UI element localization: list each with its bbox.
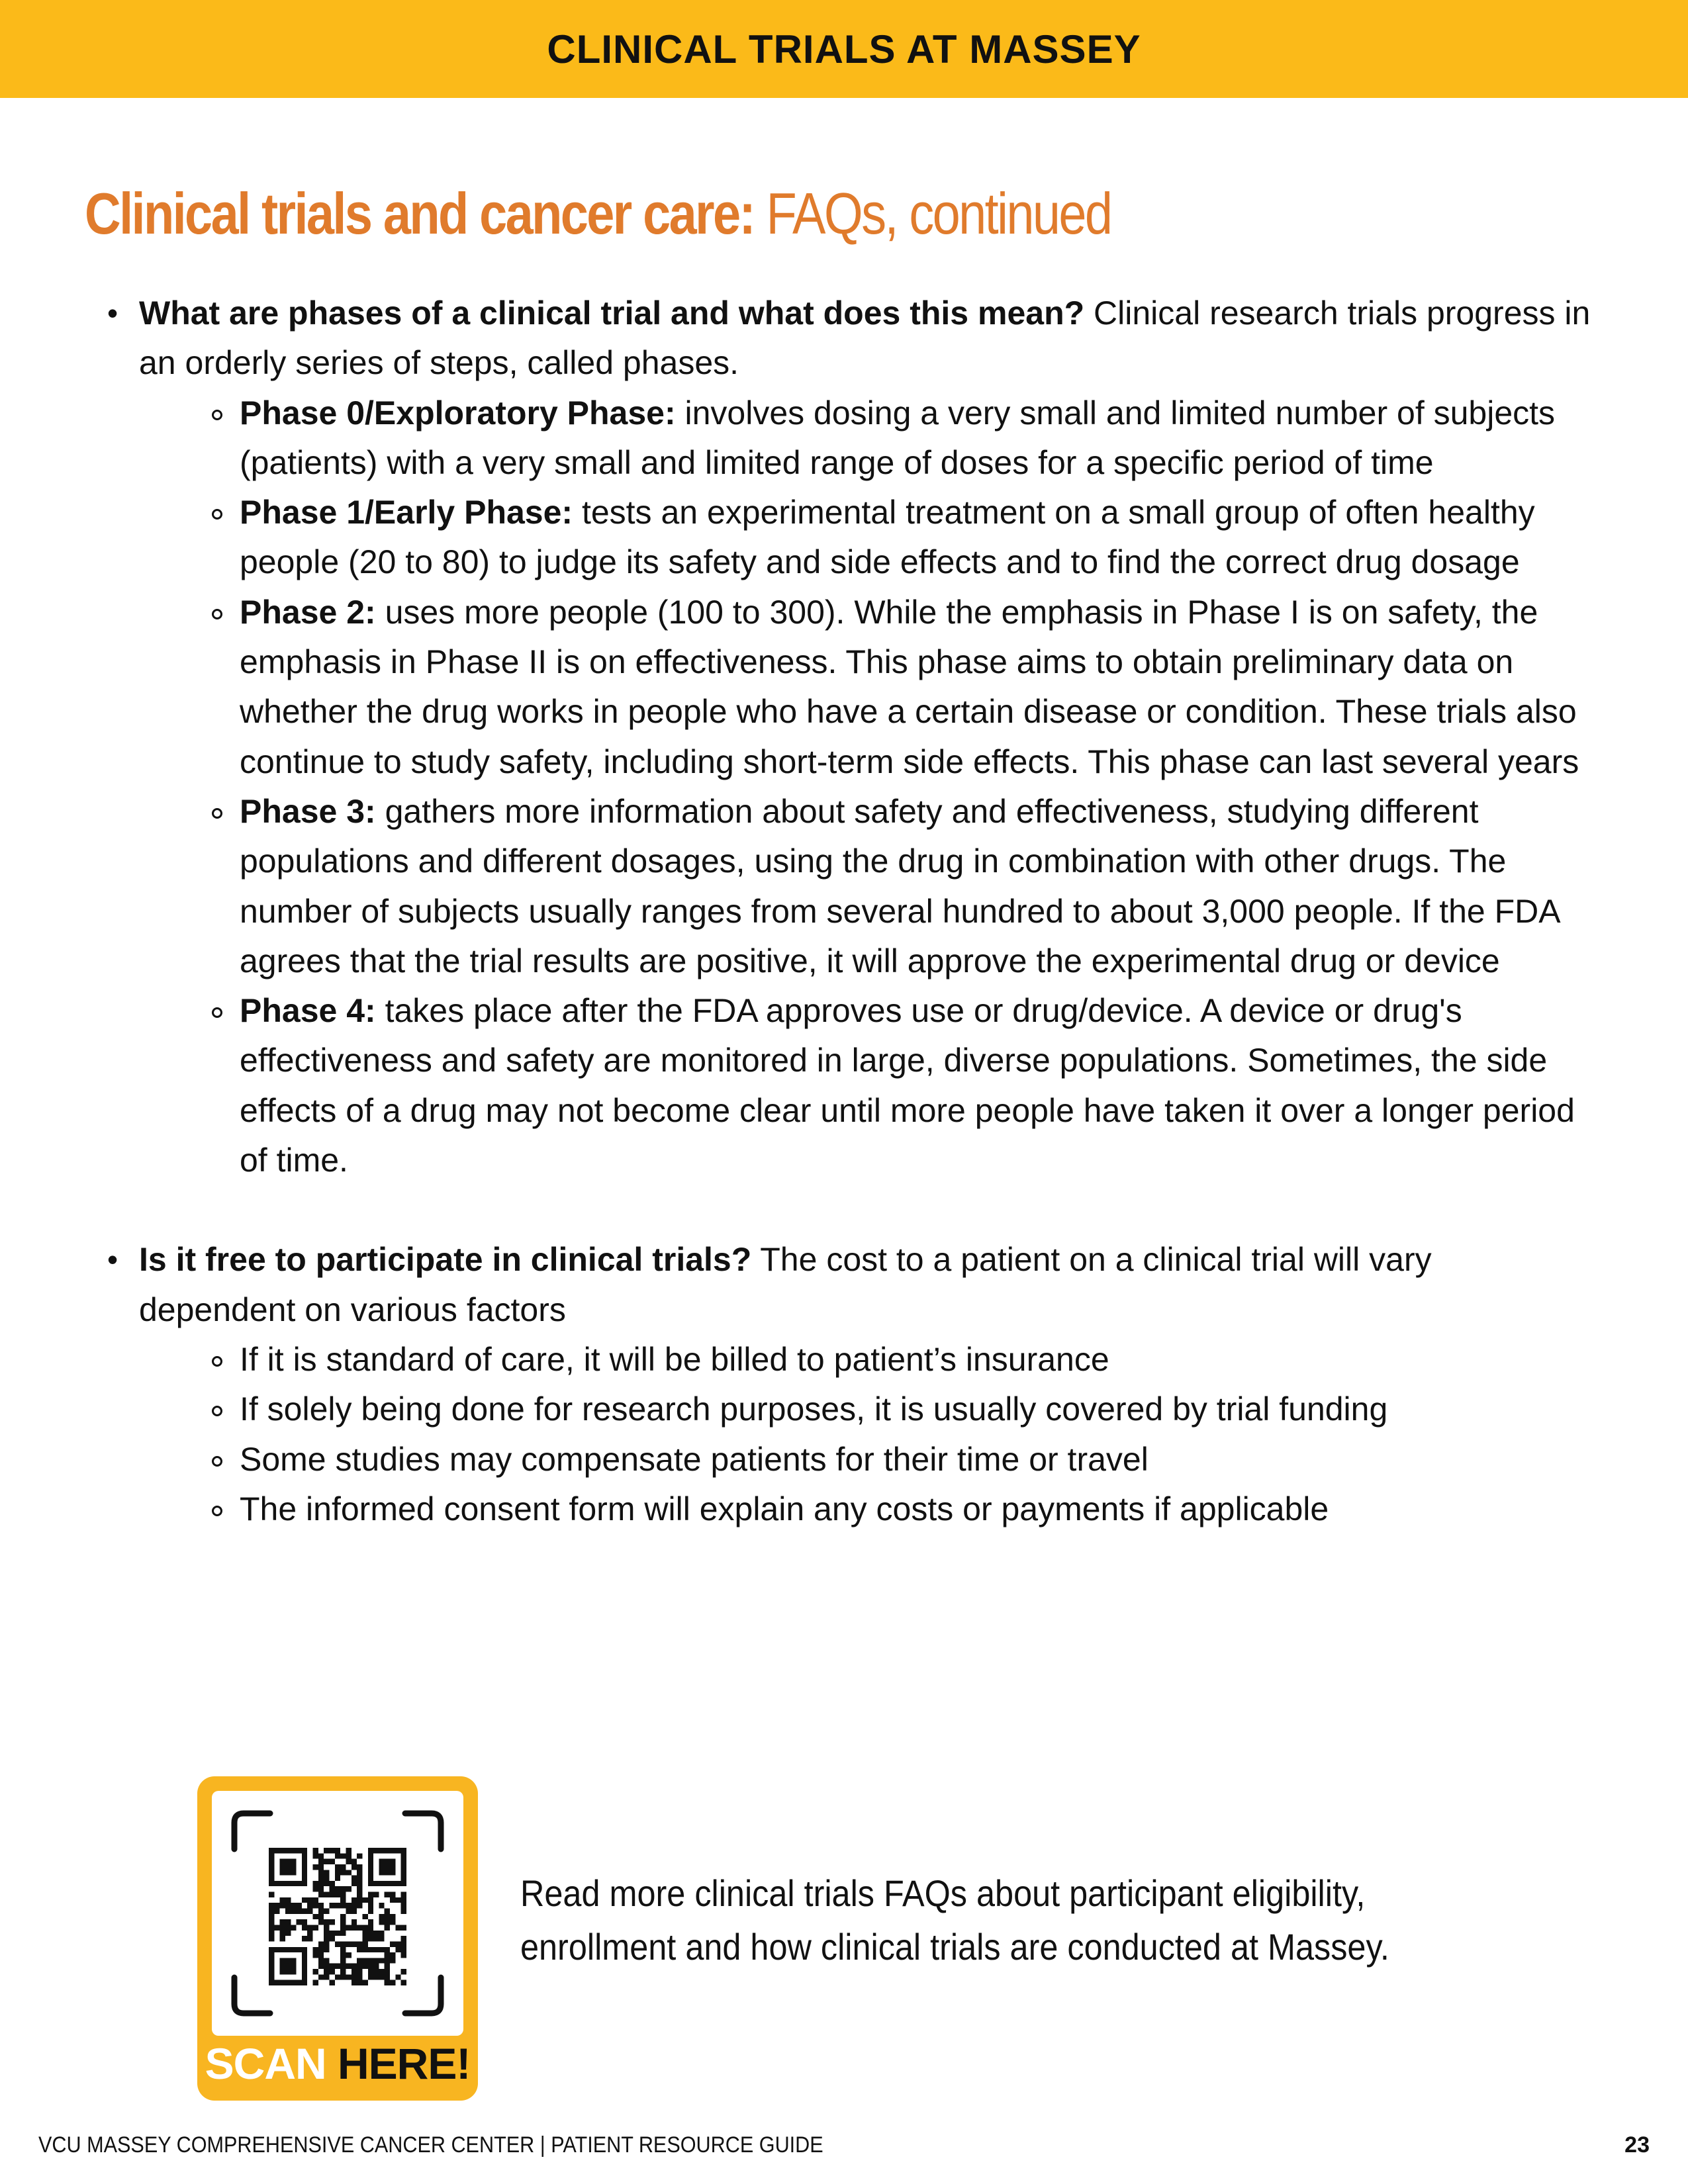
item-text: uses more people (100 to 300). While the emphasis in Phase I is on safety, the emphasis in Phase II is on effectiveness. This phase aims to obtain preliminary data on whether the drug works in people who have a certain disease or condition. These trials also continue to study safety, including short-term side effects. This phase can last several years bbox=[240, 593, 1579, 780]
faq-item-phases bbox=[99, 289, 1595, 1185]
item-text: The informed consent form will explain any costs or payments if applicable bbox=[240, 1490, 1329, 1527]
footer-text: VCU MASSEY COMPREHENSIVE CANCER CENTER | PATIENT RESOURCE GUIDE bbox=[38, 2132, 823, 2158]
item-label: Phase 3: bbox=[240, 792, 376, 830]
item-label: Phase 0/Exploratory Phase: bbox=[240, 394, 676, 432]
list-item bbox=[139, 388, 1595, 488]
page-title bbox=[85, 180, 1111, 248]
list-item bbox=[139, 787, 1595, 986]
list-item bbox=[139, 1435, 1595, 1484]
qr-caption: Read more clinical trials FAQs about participant eligibility, enrollment and how clinical trials are conducted at Massey. bbox=[520, 1872, 1389, 1968]
list-item bbox=[139, 488, 1595, 588]
list-item bbox=[139, 986, 1595, 1185]
page-title-bold: Clinical trials and cancer care: bbox=[85, 181, 755, 246]
list-item bbox=[139, 1385, 1595, 1434]
item-text: takes place after the FDA approves use or drug/device. A device or drug's effectiveness and safety are monitored in large, diverse populations. Sometimes, the side effects of a drug may not become clear until more people have taken it over a longer period of time. bbox=[240, 992, 1575, 1179]
qr-code-icon bbox=[269, 1848, 406, 1985]
qr-inner-panel bbox=[212, 1791, 463, 2036]
top-banner bbox=[0, 0, 1688, 98]
phase-list bbox=[139, 388, 1595, 1186]
page-title-light: FAQs, continued bbox=[754, 181, 1111, 246]
faq-item-cost bbox=[99, 1235, 1595, 1534]
item-text: involves dosing a very small and limited number of subjects (patients) with a very small and limited range of doses for a specific period of time bbox=[240, 394, 1556, 481]
item-text: gathers more information about safety and effectiveness, studying different populations and different dosages, using the drug in combination with other drugs. The number of subjects usually ranges from several hundred to about 3,000 people. If the FDA agrees that the trial results are positive, it will approve the experimental drug or device bbox=[240, 792, 1559, 979]
faq-question: Is it free to participate in clinical trials? bbox=[139, 1241, 752, 1279]
cost-list bbox=[139, 1335, 1595, 1534]
faq-question: What are phases of a clinical trial and what does this mean? bbox=[139, 295, 1085, 332]
item-label: Phase 4: bbox=[240, 992, 376, 1030]
scan-word: SCAN bbox=[205, 2039, 326, 2088]
banner-title: CLINICAL TRIALS AT MASSEY bbox=[547, 26, 1141, 71]
item-text: Some studies may compensate patients for their time or travel bbox=[240, 1440, 1149, 1478]
item-text: If solely being done for research purposes, it is usually covered by trial funding bbox=[240, 1390, 1388, 1428]
item-text: If it is standard of care, it will be billed to patient’s insurance bbox=[240, 1340, 1109, 1378]
faq-answer: Clinical research trials progress in an orderly series of steps, called phases. bbox=[139, 295, 1591, 382]
scan-here-label bbox=[197, 2038, 478, 2089]
faq-answer: The cost to a patient on a clinical trial will vary dependent on various factors bbox=[139, 1241, 1432, 1328]
list-item bbox=[139, 1484, 1595, 1534]
here-word: HERE! bbox=[338, 2039, 471, 2088]
list-item bbox=[139, 1335, 1595, 1385]
faq-list bbox=[99, 289, 1595, 1534]
item-text: tests an experimental treatment on a small group of often healthy people (20 to 80) to judge its safety and side effects and to find the correct drug dosage bbox=[240, 494, 1535, 581]
faq-content bbox=[99, 289, 1595, 1534]
qr-card[interactable] bbox=[197, 1776, 478, 2101]
page-number: 23 bbox=[1624, 2132, 1650, 2158]
item-label: Phase 2: bbox=[240, 593, 376, 631]
item-label: Phase 1/Early Phase: bbox=[240, 494, 573, 531]
list-item bbox=[139, 588, 1595, 787]
